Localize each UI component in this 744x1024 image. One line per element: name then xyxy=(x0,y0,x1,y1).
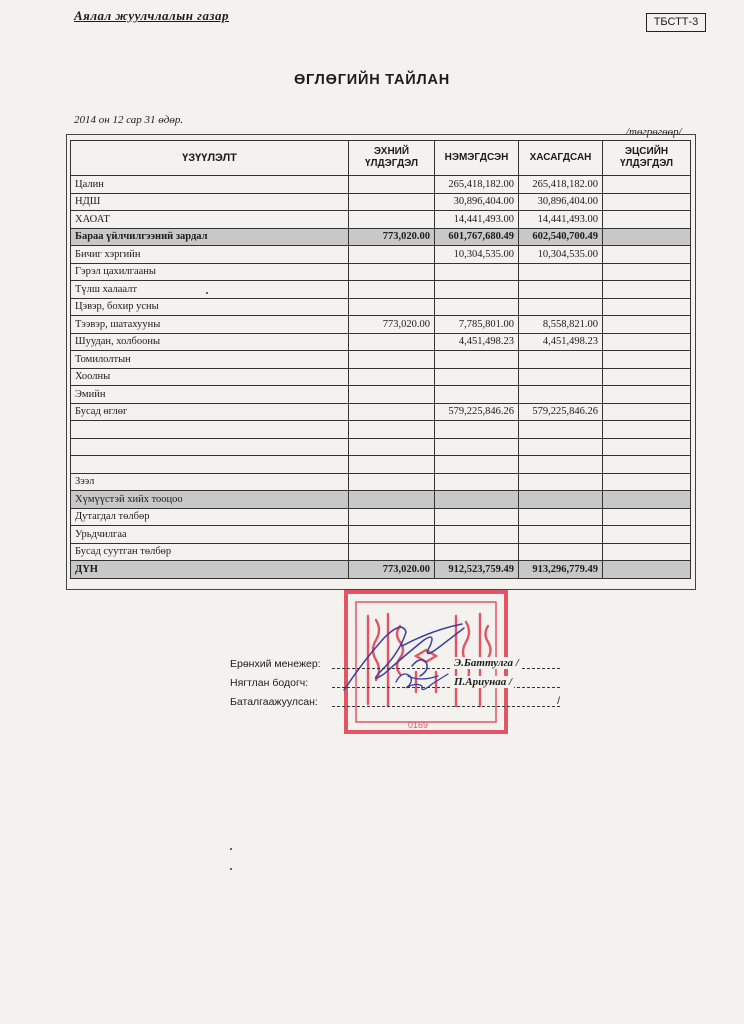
column-header-deducted: ХАСАГДСАН xyxy=(519,141,603,176)
row-label: Хоолны xyxy=(71,368,349,386)
opening-balance xyxy=(349,386,435,404)
opening-balance xyxy=(349,368,435,386)
added-amount xyxy=(435,526,519,544)
closing-balance xyxy=(603,316,691,334)
opening-balance xyxy=(349,473,435,491)
closing-balance xyxy=(603,508,691,526)
opening-balance xyxy=(349,543,435,561)
deducted-amount: 4,451,498.23 xyxy=(519,333,603,351)
opening-balance: 773,020.00 xyxy=(349,228,435,246)
signature-role: Нягтлан бодогч: xyxy=(230,677,309,689)
opening-balance xyxy=(349,193,435,211)
added-amount xyxy=(435,543,519,561)
added-amount xyxy=(435,438,519,456)
row-label: Бусад өглөг xyxy=(71,403,349,421)
added-amount xyxy=(435,508,519,526)
added-amount xyxy=(435,298,519,316)
closing-balance xyxy=(603,561,691,579)
row-label: ДҮН xyxy=(71,561,349,579)
table-row xyxy=(71,403,691,421)
signature-row-verified xyxy=(230,694,560,713)
currency-unit: /төгрөгөөр/ xyxy=(626,126,682,138)
row-label: Эмийн xyxy=(71,386,349,404)
deducted-amount xyxy=(519,368,603,386)
form-code-box: ТБСТТ-3 xyxy=(646,13,706,32)
deducted-amount xyxy=(519,281,603,299)
signature-row-manager xyxy=(230,656,560,675)
row-label: Урьдчилгаа xyxy=(71,526,349,544)
deducted-amount xyxy=(519,438,603,456)
closing-balance xyxy=(603,228,691,246)
column-header-closing: ЭЦСИЙН ҮЛДЭГДЭЛ xyxy=(603,141,691,176)
closing-balance xyxy=(603,368,691,386)
added-amount xyxy=(435,421,519,439)
row-label: Гэрэл цахилгааны xyxy=(71,263,349,281)
table-row xyxy=(71,316,691,334)
opening-balance xyxy=(349,263,435,281)
table-row xyxy=(71,333,691,351)
report-date: 2014 он 12 сар 31 өдөр. xyxy=(74,114,184,126)
added-amount xyxy=(435,281,519,299)
added-amount: 4,451,498.23 xyxy=(435,333,519,351)
table-row xyxy=(71,193,691,211)
added-amount xyxy=(435,351,519,369)
table-row xyxy=(71,456,691,474)
closing-balance xyxy=(603,491,691,509)
column-header-opening: ЭХНИЙ ҮЛДЭГДЭЛ xyxy=(349,141,435,176)
signature-role: Баталгаажуулсан: xyxy=(230,696,318,708)
opening-balance xyxy=(349,333,435,351)
table-row xyxy=(71,561,691,579)
opening-balance xyxy=(349,508,435,526)
table-row xyxy=(71,543,691,561)
deducted-amount: 913,296,779.49 xyxy=(519,561,603,579)
opening-balance xyxy=(349,246,435,264)
closing-balance xyxy=(603,351,691,369)
row-label: ХАОАТ xyxy=(71,211,349,229)
table-row xyxy=(71,228,691,246)
deducted-amount xyxy=(519,351,603,369)
table-row xyxy=(71,211,691,229)
table-row xyxy=(71,421,691,439)
signature-row-accountant xyxy=(230,675,560,694)
closing-balance xyxy=(603,298,691,316)
added-amount xyxy=(435,473,519,491)
payables-table xyxy=(70,140,691,579)
added-amount: 7,785,801.00 xyxy=(435,316,519,334)
added-amount: 30,896,404.00 xyxy=(435,193,519,211)
organization-name: Аялал жуулчлалын газар xyxy=(74,8,230,23)
scan-speck xyxy=(230,868,232,870)
added-amount xyxy=(435,368,519,386)
added-amount xyxy=(435,386,519,404)
closing-balance xyxy=(603,473,691,491)
table-row xyxy=(71,491,691,509)
closing-balance xyxy=(603,333,691,351)
closing-balance xyxy=(603,281,691,299)
row-label xyxy=(71,438,349,456)
report-title: ӨГЛӨГИЙН ТАЙЛАН xyxy=(293,72,451,88)
added-amount: 912,523,759.49 xyxy=(435,561,519,579)
opening-balance xyxy=(349,176,435,194)
row-label xyxy=(71,421,349,439)
opening-balance xyxy=(349,491,435,509)
closing-balance xyxy=(603,526,691,544)
deducted-amount xyxy=(519,543,603,561)
signature-name: П.Ариунаа / xyxy=(454,676,513,688)
table-row xyxy=(71,351,691,369)
row-label: Зээл xyxy=(71,473,349,491)
table-row xyxy=(71,508,691,526)
table-row xyxy=(71,473,691,491)
deducted-amount: 602,540,700.49 xyxy=(519,228,603,246)
row-label: Бараа үйлчилгээний зардал xyxy=(71,228,349,246)
table-row xyxy=(71,526,691,544)
row-label: Томилолтын xyxy=(71,351,349,369)
closing-balance xyxy=(603,438,691,456)
scan-speck xyxy=(230,848,232,850)
table-body xyxy=(71,176,691,579)
deducted-amount xyxy=(519,456,603,474)
table-row xyxy=(71,176,691,194)
added-amount xyxy=(435,263,519,281)
closing-balance xyxy=(603,176,691,194)
deducted-amount: 30,896,404.00 xyxy=(519,193,603,211)
table-row xyxy=(71,298,691,316)
row-label: Бусад суутган төлбөр xyxy=(71,543,349,561)
deducted-amount xyxy=(519,386,603,404)
opening-balance xyxy=(349,211,435,229)
closing-balance xyxy=(603,211,691,229)
row-label: Түлш халаалт xyxy=(71,281,349,299)
deducted-amount xyxy=(519,491,603,509)
closing-balance xyxy=(603,193,691,211)
closing-balance xyxy=(603,456,691,474)
signature-line xyxy=(332,706,560,707)
signature-line xyxy=(332,687,560,688)
added-amount: 14,441,493.00 xyxy=(435,211,519,229)
stamp-number: 0169 xyxy=(408,720,429,730)
closing-balance xyxy=(603,403,691,421)
row-label: Дутагдал төлбөр xyxy=(71,508,349,526)
signature-line xyxy=(332,668,560,669)
row-label: Хүмүүстэй хийх тооцоо xyxy=(71,491,349,509)
scan-speck xyxy=(206,292,208,294)
column-header-added: НЭМЭГДСЭН xyxy=(435,141,519,176)
row-label xyxy=(71,456,349,474)
closing-balance xyxy=(603,246,691,264)
closing-balance xyxy=(603,421,691,439)
table-row xyxy=(71,438,691,456)
added-amount: 265,418,182.00 xyxy=(435,176,519,194)
added-amount xyxy=(435,491,519,509)
signature-block xyxy=(230,656,560,713)
deducted-amount xyxy=(519,298,603,316)
signature-role: Ерөнхий менежер: xyxy=(230,658,321,670)
deducted-amount: 10,304,535.00 xyxy=(519,246,603,264)
opening-balance xyxy=(349,526,435,544)
deducted-amount: 265,418,182.00 xyxy=(519,176,603,194)
table-row xyxy=(71,263,691,281)
added-amount xyxy=(435,456,519,474)
opening-balance xyxy=(349,281,435,299)
opening-balance xyxy=(349,456,435,474)
table-row xyxy=(71,368,691,386)
table-row xyxy=(71,386,691,404)
row-label: Цэвэр, бохир усны xyxy=(71,298,349,316)
signature-end-mark: / xyxy=(557,695,560,707)
row-label: Шуудан, холбооны xyxy=(71,333,349,351)
table-header-row xyxy=(71,141,691,176)
table-row xyxy=(71,246,691,264)
deducted-amount xyxy=(519,421,603,439)
deducted-amount: 14,441,493.00 xyxy=(519,211,603,229)
opening-balance: 773,020.00 xyxy=(349,316,435,334)
deducted-amount xyxy=(519,263,603,281)
opening-balance xyxy=(349,421,435,439)
signature-name: Э.Баттулга / xyxy=(454,657,519,669)
opening-balance xyxy=(349,298,435,316)
closing-balance xyxy=(603,543,691,561)
deducted-amount: 8,558,821.00 xyxy=(519,316,603,334)
table-row xyxy=(71,281,691,299)
row-label: Бичиг хэргийн xyxy=(71,246,349,264)
added-amount: 601,767,680.49 xyxy=(435,228,519,246)
deducted-amount xyxy=(519,473,603,491)
opening-balance: 773,020.00 xyxy=(349,561,435,579)
row-label: НДШ xyxy=(71,193,349,211)
closing-balance xyxy=(603,263,691,281)
opening-balance xyxy=(349,438,435,456)
row-label: Цалин xyxy=(71,176,349,194)
deducted-amount: 579,225,846.26 xyxy=(519,403,603,421)
deducted-amount xyxy=(519,526,603,544)
added-amount: 10,304,535.00 xyxy=(435,246,519,264)
opening-balance xyxy=(349,403,435,421)
column-header-indicator: ҮЗҮҮЛЭЛТ xyxy=(71,141,349,176)
opening-balance xyxy=(349,351,435,369)
added-amount: 579,225,846.26 xyxy=(435,403,519,421)
deducted-amount xyxy=(519,508,603,526)
row-label: Тээвэр, шатахууны xyxy=(71,316,349,334)
closing-balance xyxy=(603,386,691,404)
